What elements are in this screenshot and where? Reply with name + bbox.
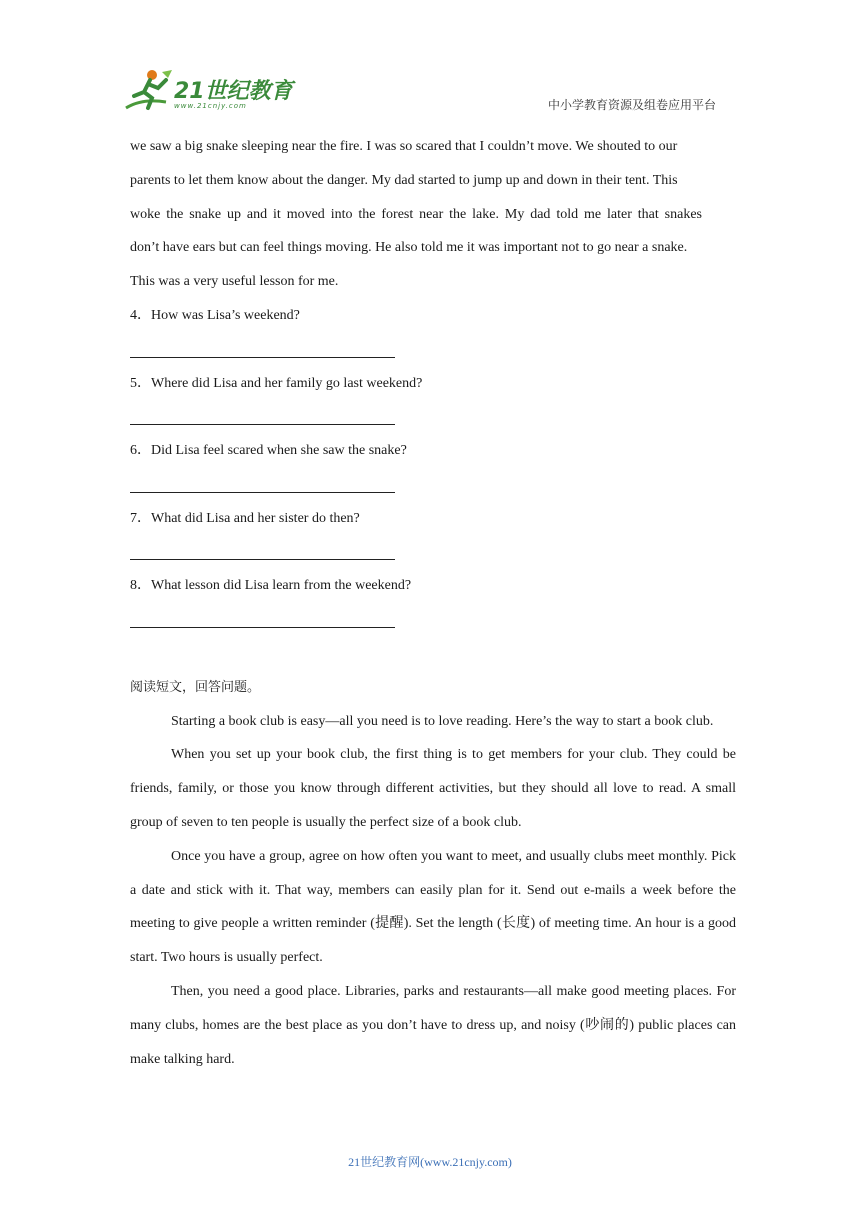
page-footer: 21世纪教育网(www.21cnjy.com) [348,1155,512,1169]
passage-line: woke the snake up and it moved into the forest near the lake. My dad told me later that snakes [130,206,703,222]
paragraph: Starting a book club is easy—all you need is to love reading. Here’s the way to start a book club. [171,713,714,729]
section-gap [130,637,736,671]
question-4: 4．How was Lisa’s weekend? [130,307,300,323]
passage-line: This was a very useful lesson for me. [130,274,339,290]
answer-line-7[interactable] [130,536,736,570]
logo [122,68,292,118]
answer-line-8[interactable] [130,603,736,637]
runner-logo-icon [122,68,174,114]
question-list [130,299,736,637]
logo-text: 21世纪教育 [174,79,293,104]
answer-line-5[interactable] [130,400,736,434]
document-body [130,130,736,1076]
reading-section [130,671,736,1077]
passage-line: parents to let them know about the danger. My dad started to jump up and down in their tent. This [130,172,678,188]
question-7: 7．What did Lisa and her sister do then? [130,510,360,526]
logo-url: www.21cnjy.com [174,102,247,110]
paragraph: When you set up your book club, the first thing is to get members for your club. They could be friends, family, or those you know through different activities, but they should all love to read. A small group of seven to ten people is usually the perfect size of a book club. [130,747,736,830]
paragraph: Once you have a group, agree on how often you want to meet, and usually clubs meet monthly. Pick a date and stick with it. That way, members can easily plan for it. Send out e-mails a week before the meeting to give people a written reminder (提醒). Set the length (长度) of meeting time. An hour is a good start. Two hours is usually perfect. [130,848,736,966]
section-instruction: 阅读短文，回答问题。 [130,679,261,695]
answer-line-6[interactable] [130,468,736,502]
header-tagline: 中小学教育资源及组卷应用平台 [548,98,717,112]
answer-line-4[interactable] [130,333,736,367]
question-8: 8．What lesson did Lisa learn from the weekend? [130,578,412,594]
question-6: 6．Did Lisa feel scared when she saw the snake? [130,443,407,459]
page-header [0,0,860,120]
passage-line: we saw a big snake sleeping near the fire. I was so scared that I couldn’t move. We shouted to our [130,139,678,154]
question-5: 5．Where did Lisa and her family go last weekend? [130,375,423,391]
passage-line: don’t have ears but can feel things moving. He also told me it was important not to go near a snake. [130,240,688,256]
paragraph: Then, you need a good place. Libraries, parks and restaurants—all make good meeting places. For many clubs, homes are the best place as you don’t have to dress up, and noisy (吵闹的) public places can make talking hard. [130,983,736,1067]
passage-continuation [130,130,736,299]
